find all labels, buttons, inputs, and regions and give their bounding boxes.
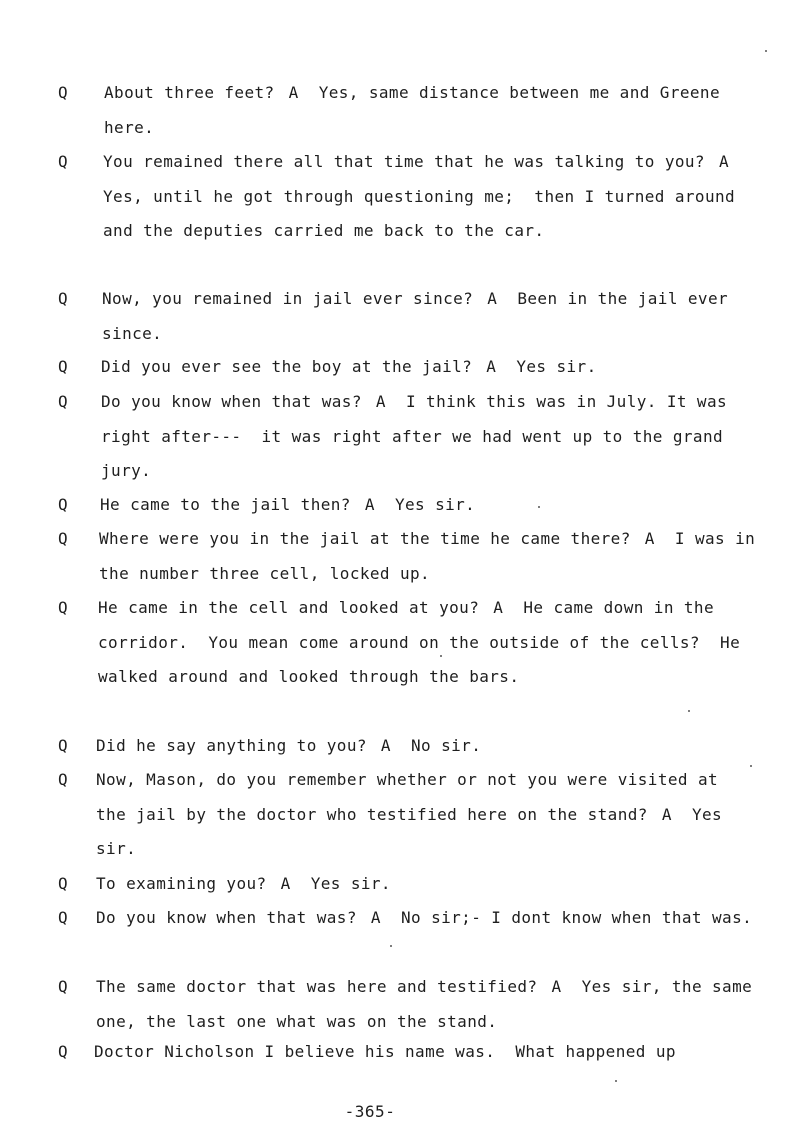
qa-entry <box>58 867 758 902</box>
question-label: Q <box>58 1042 68 1061</box>
answer-text: I think this was in July. It was right after--- it was right after we had went up to the grand jury. <box>101 392 738 481</box>
qa-text <box>104 76 758 145</box>
question-label: Q <box>58 874 68 893</box>
question-text: Doctor Nicholson I believe his name was. What happened up <box>94 1042 676 1061</box>
question-text: To examining you? <box>96 874 267 893</box>
scan-speck <box>390 945 392 947</box>
answer-label: A <box>718 152 730 171</box>
question-text: About three feet? <box>104 83 275 102</box>
qa-entry <box>58 970 763 1039</box>
answer-label: A <box>375 392 386 411</box>
question-text: Now, Mason, do you remember whether or not you were visited at the jail by the doctor who testified here on the stand? <box>96 770 729 824</box>
answer-text: Yes, until he got through questioning me; then I turned around and the deputies carried me back to the car. <box>103 186 746 241</box>
answer-label: A <box>487 289 498 308</box>
answer-label: A <box>288 83 299 102</box>
qa-text <box>101 350 758 385</box>
qa-text <box>96 901 758 936</box>
question-text: Do you know when that was? <box>101 392 362 411</box>
answer-label: A <box>486 357 497 376</box>
answer-label: A <box>380 736 391 755</box>
qa-text <box>103 145 758 249</box>
qa-entry <box>58 385 758 489</box>
question-label: Q <box>58 908 68 927</box>
answer-text: Yes sir. <box>96 804 733 859</box>
question-label: Q <box>58 598 68 617</box>
answer-label: A <box>551 977 562 996</box>
question-text: He came in the cell and looked at you? <box>98 598 480 617</box>
scan-speck <box>615 1080 617 1082</box>
qa-text <box>102 282 758 351</box>
scan-speck <box>750 765 752 767</box>
question-text: The same doctor that was here and testified? <box>96 977 538 996</box>
question-label: Q <box>58 357 68 376</box>
answer-text: Yes sir. <box>516 357 597 376</box>
qa-entry <box>58 729 758 764</box>
answer-text: No sir. <box>411 736 482 755</box>
qa-text <box>100 488 758 523</box>
question-text: Now, you remained in jail ever since? <box>102 289 474 308</box>
qa-text <box>99 522 766 591</box>
question-label: Q <box>58 289 68 308</box>
qa-entry <box>58 350 758 385</box>
qa-entry <box>58 591 758 695</box>
question-label: Q <box>58 736 68 755</box>
answer-label: A <box>364 495 375 514</box>
qa-text <box>98 591 758 695</box>
answer-label: A <box>493 598 504 617</box>
question-label: Q <box>58 152 68 171</box>
qa-entry <box>58 488 758 523</box>
answer-text: No sir;- I dont know when that was. <box>400 908 753 927</box>
qa-entry <box>58 763 758 867</box>
answer-label: A <box>280 874 291 893</box>
qa-text <box>94 1035 758 1070</box>
answer-text: Yes, same distance between me and Greene here. <box>104 83 731 137</box>
answer-text: Yes sir. <box>394 495 476 514</box>
page-number: -365- <box>344 1102 396 1121</box>
answer-text: He came down in the corridor. You mean come around on the outside of the cells? He walked around and looked through the bars. <box>98 598 751 687</box>
question-label: Q <box>58 392 68 411</box>
question-text: You remained there all that time that he was talking to you? <box>103 152 705 171</box>
scan-speck <box>765 50 767 52</box>
answer-text: Yes sir. <box>310 874 391 893</box>
qa-text <box>96 970 763 1039</box>
scan-speck <box>538 506 540 508</box>
qa-text <box>96 867 758 902</box>
answer-label: A <box>644 529 655 548</box>
question-label: Q <box>58 495 68 514</box>
question-label: Q <box>58 83 68 102</box>
qa-entry <box>58 522 766 591</box>
question-label: Q <box>58 977 68 996</box>
qa-entry <box>58 901 758 936</box>
qa-entry <box>58 145 758 249</box>
qa-entry <box>58 1035 758 1070</box>
question-text: Where were you in the jail at the time he came there? <box>99 529 631 548</box>
question-text: Do you know when that was? <box>96 908 357 927</box>
qa-entry <box>58 282 758 351</box>
answer-text: I was in the number three cell, locked up. <box>99 529 766 583</box>
answer-text: Yes sir, the same one, the last one what was on the stand. <box>96 977 763 1031</box>
answer-label: A <box>661 804 672 824</box>
scan-speck <box>440 655 442 657</box>
question-text: He came to the jail then? <box>100 495 351 514</box>
scan-speck <box>688 710 690 712</box>
question-text: Did you ever see the boy at the jail? <box>101 357 473 376</box>
qa-entry <box>58 76 758 145</box>
question-text: Did he say anything to you? <box>96 736 367 755</box>
qa-text <box>101 385 758 489</box>
answer-label: A <box>370 908 381 927</box>
question-label: Q <box>58 529 68 548</box>
question-label: Q <box>58 770 68 789</box>
qa-text <box>96 763 758 867</box>
answer-text: Been in the jail ever since. <box>102 289 739 343</box>
qa-text <box>96 729 758 764</box>
